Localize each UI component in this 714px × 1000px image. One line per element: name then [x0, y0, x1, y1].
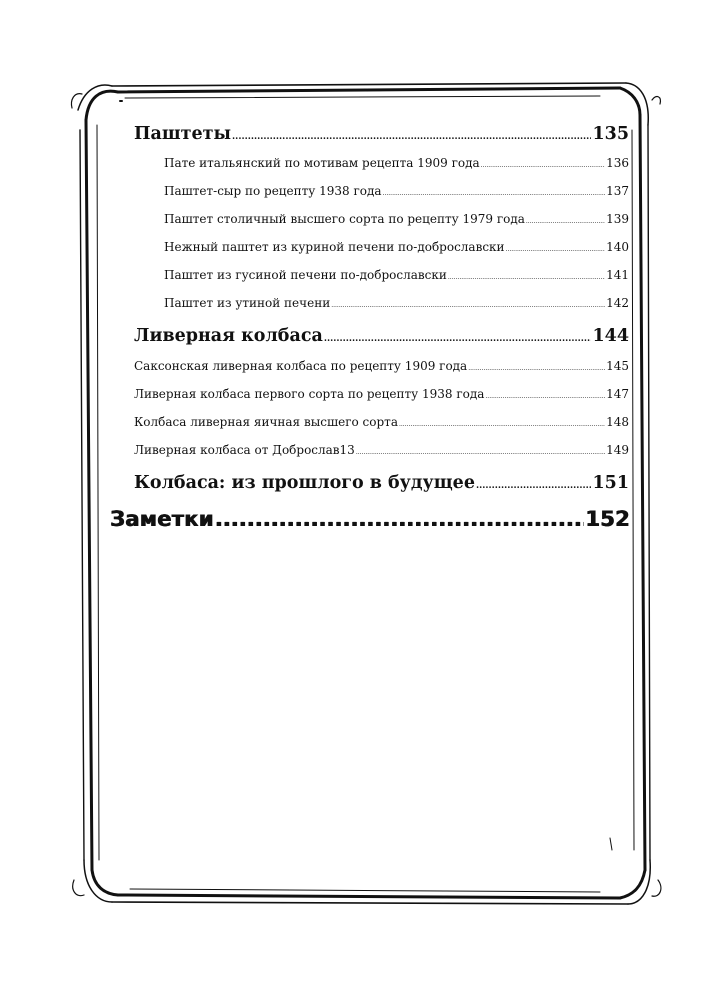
toc-entry-title: Паштет-сыр по рецепту 1938 года — [164, 184, 382, 198]
dot-leader — [399, 421, 605, 428]
toc-entry — [134, 359, 629, 373]
toc-section-notes — [110, 507, 630, 531]
toc-entry — [134, 443, 629, 457]
toc-entry-page: 141 — [606, 268, 629, 282]
toc-entry-page: 137 — [606, 184, 629, 198]
toc-section-liver-sausage — [134, 326, 629, 346]
toc-entry-page: 148 — [606, 415, 629, 429]
toc-entry-title: Ливерная колбаса от Доброслав13 — [134, 443, 355, 457]
toc-entry — [164, 184, 629, 198]
toc-entry-title: Паштет из утиной печени — [164, 296, 331, 310]
dot-leader — [485, 393, 605, 400]
toc-entry-page: 147 — [606, 387, 629, 401]
toc-entry-page: 149 — [606, 443, 629, 457]
toc-section-title: Заметки — [110, 507, 214, 531]
toc-entry-title: Нежный паштет из куриной печени по-доброславски — [164, 240, 505, 254]
toc-entry — [164, 212, 629, 226]
toc-entry — [164, 240, 629, 254]
toc-section-pastes — [134, 124, 629, 144]
toc-section-future — [134, 473, 629, 493]
dot-leader — [356, 449, 605, 456]
toc-entry — [164, 268, 629, 282]
toc-entry-page: 136 — [606, 156, 629, 170]
toc-entry-title: Пате итальянский по мотивам рецепта 1909 года — [164, 156, 480, 170]
dot-leader — [448, 274, 605, 281]
toc-entry-title: Паштет столичный высшего сорта по рецепту 1979 года — [164, 212, 525, 226]
toc-entry-title: Колбаса ливерная яичная высшего сорта — [134, 415, 398, 429]
toc-entry — [164, 296, 629, 310]
dot-leader — [468, 365, 605, 372]
toc-entry-page: 145 — [606, 359, 629, 373]
toc-section-page: 152 — [585, 507, 630, 531]
toc-section-title: Ливерная колбаса — [134, 326, 323, 346]
dot-leader — [324, 334, 592, 344]
toc-section-page: 144 — [592, 326, 629, 346]
toc-entry-page: 139 — [606, 212, 629, 226]
toc-section-page: 151 — [592, 473, 629, 493]
toc-section-title: Паштеты — [134, 124, 232, 144]
dot-leader — [506, 246, 606, 253]
toc-entry-title: Саксонская ливерная колбаса по рецепту 1909 года — [134, 359, 468, 373]
toc-entry — [164, 156, 629, 170]
dot-leader — [476, 481, 592, 491]
toc-entry-title: Ливерная колбаса первого сорта по рецепту 1938 года — [134, 387, 485, 401]
toc-section-page: 135 — [592, 124, 629, 144]
toc-section-title: Колбаса: из прошлого в будущее — [134, 473, 475, 493]
toc-entry — [134, 387, 629, 401]
toc-entry-title: Паштет из гусиной печени по-доброславски — [164, 268, 447, 282]
toc-entry-page: 142 — [606, 296, 629, 310]
dot-leader — [383, 190, 606, 197]
dot-leader — [481, 162, 605, 169]
dot-leader — [232, 132, 591, 142]
dot-leader — [526, 218, 605, 225]
toc-entry-page: 140 — [606, 240, 629, 254]
dot-leader — [215, 507, 585, 531]
dot-leader — [331, 302, 605, 309]
toc-entry — [134, 415, 629, 429]
